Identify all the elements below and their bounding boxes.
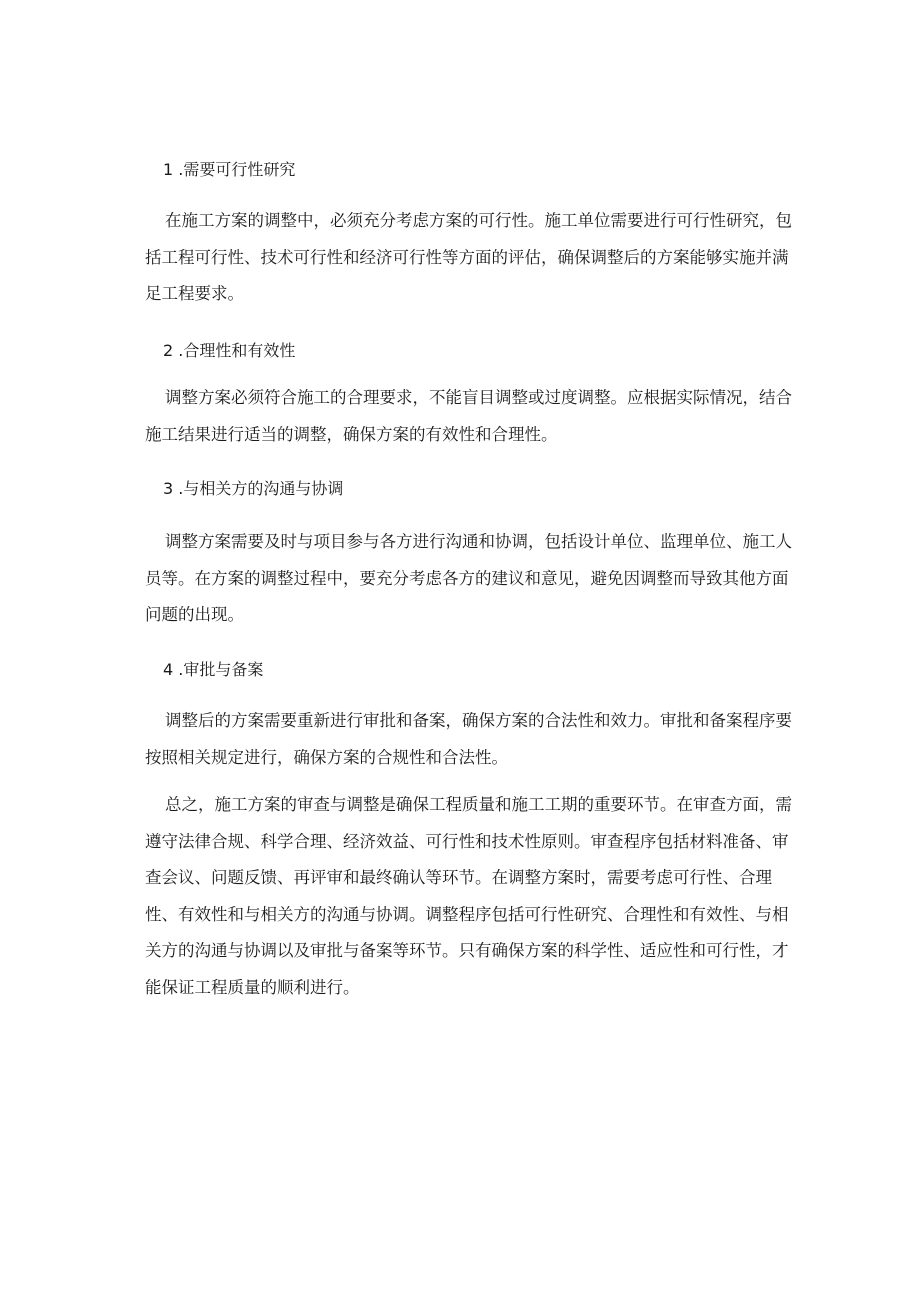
section-1-heading: 1 .需要可行性研究 xyxy=(163,160,296,179)
summary-paragraph: 总之，施工方案的审查与调整是确保工程质量和施工工期的重要环节。在审查方面，需遵守法律合规、科学合理、经济效益、可行性和技术性原则。审查程序包括材料准备、审查会议、问题反馈、再评审和最终确认等环节。在调整方案时，需要考虑可行性、合理性、有效性和与相关方的沟通与协调。调整程序包括可行性研究、合理性和有效性、与相关方的沟通与协调以及审批与备案等环节。只有确保方案的科学性、适应性和可行性，才能保证工程质量的顺利进行。 xyxy=(145,795,792,997)
section-4-heading: 4 .审批与备案 xyxy=(163,660,264,679)
section-1-body: 在施工方案的调整中，必须充分考虑方案的可行性。施工单位需要进行可行性研究，包括工程可行性、技术可行性和经济可行性等方面的评估，确保调整后的方案能够实施并满足工程要求。 xyxy=(145,211,792,303)
section-4-body: 调整后的方案需要重新进行审批和备案，确保方案的合法性和效力。审批和备案程序要按照相关规定进行，确保方案的合规性和合法性。 xyxy=(145,711,792,767)
section-2-body: 调整方案必须符合施工的合理要求，不能盲目调整或过度调整。应根据实际情况，结合施工结果进行适当的调整，确保方案的有效性和合理性。 xyxy=(145,388,792,444)
section-3-heading: 3 .与相关方的沟通与协调 xyxy=(163,479,344,498)
section-3-body: 调整方案需要及时与项目参与各方进行沟通和协调，包括设计单位、监理单位、施工人员等。在方案的调整过程中，要充分考虑各方的建议和意见，避免因调整而导致其他方面问题的出现。 xyxy=(145,532,792,624)
section-2-heading: 2 .合理性和有效性 xyxy=(163,341,296,360)
